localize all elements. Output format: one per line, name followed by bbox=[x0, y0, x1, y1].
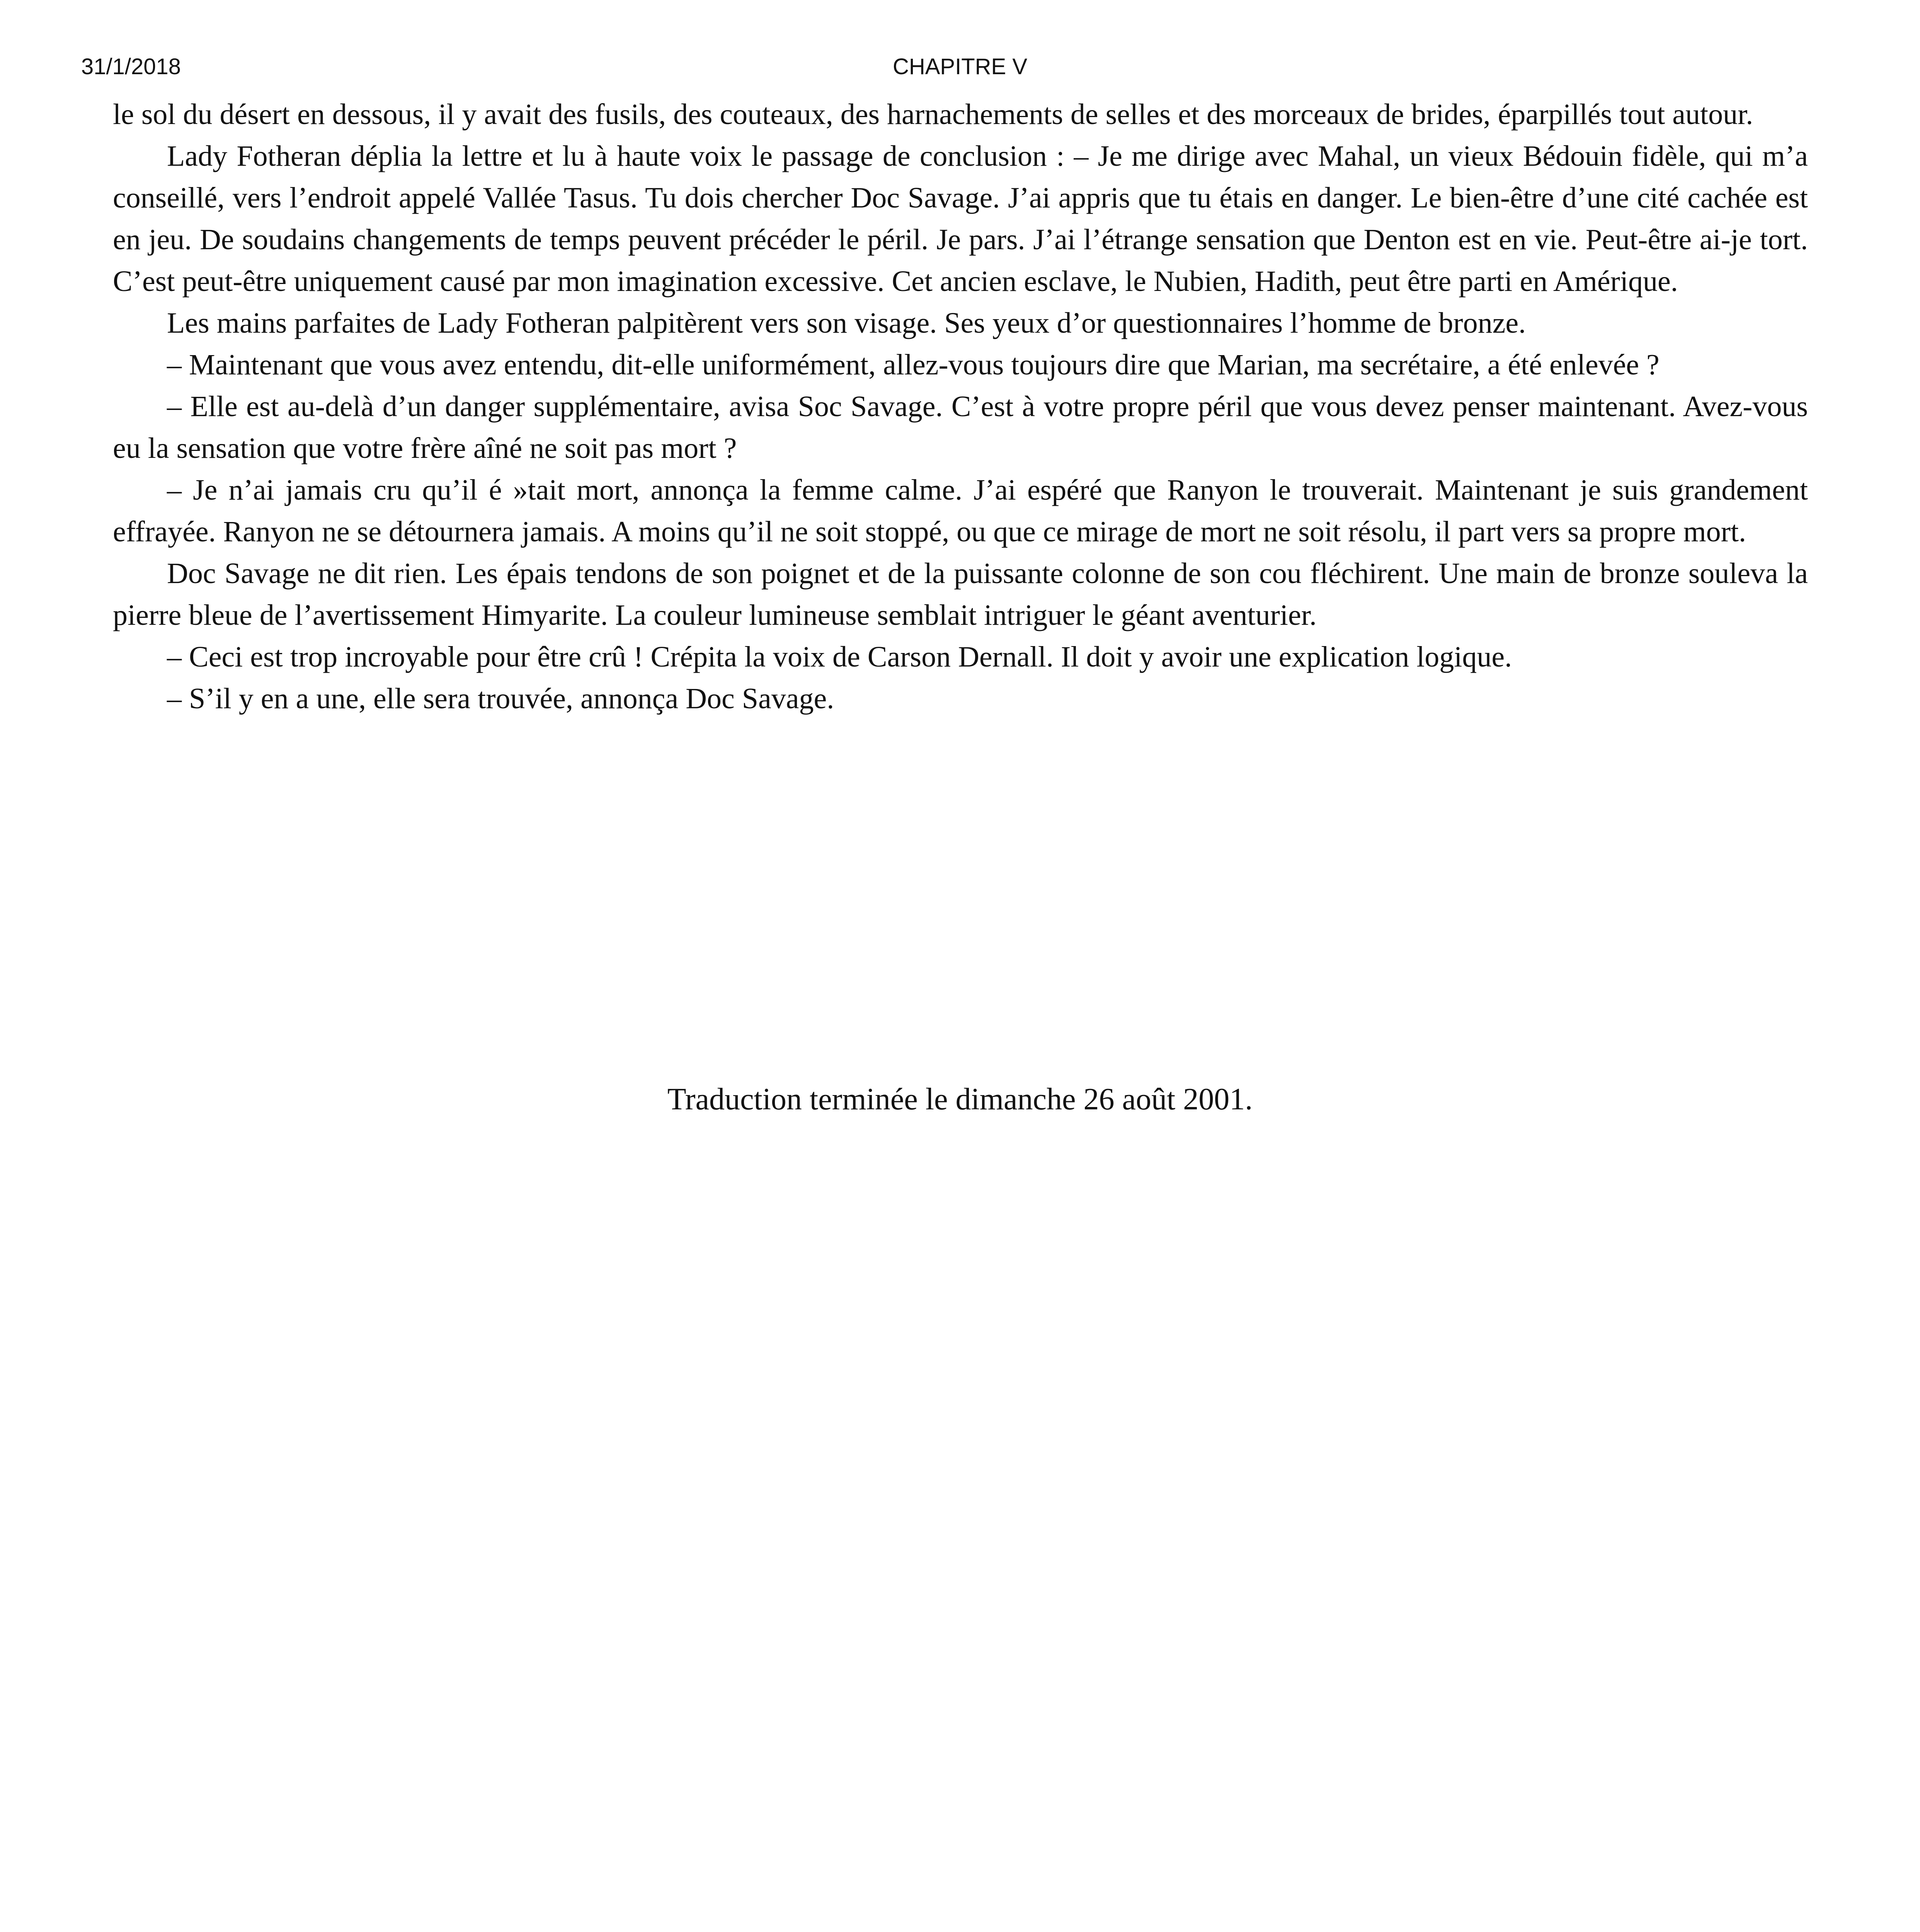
paragraph: – Elle est au-delà d’un danger supplémentaire, avisa Soc Savage. C’est à votre propre péril que vous devez penser maintenant. Avez-vous eu la sensation que votre frère aîné ne soit pas mort ? bbox=[113, 390, 1808, 464]
print-date: 31/1/2018 bbox=[81, 54, 181, 79]
paragraph: le sol du désert en dessous, il y avait des fusils, des couteaux, des harnachements de selles et des morceaux de brides, éparpillés tout autour. bbox=[113, 98, 1753, 131]
translation-note: Traduction terminée le dimanche 26 août 2001. bbox=[667, 1082, 1253, 1116]
paragraph: – S’il y en a une, elle sera trouvée, annonça Doc Savage. bbox=[167, 682, 834, 715]
paragraph: – Je n’ai jamais cru qu’il é »tait mort, annonça la femme calme. J’ai espéré que Ranyon le trouverait. Maintenant je suis grandement effrayée. Ranyon ne se détournera jamais. A moins qu’il ne soit stoppé, ou que ce mirage de mort ne soit résolu, il part vers sa propre mort. bbox=[113, 474, 1808, 548]
paragraph: – Ceci est trop incroyable pour être crû ! Crépita la voix de Carson Dernall. Il doit y avoir une explication logique. bbox=[167, 641, 1512, 673]
paragraph: Doc Savage ne dit rien. Les épais tendons de son poignet et de la puissante colonne de son cou fléchirent. Une main de bronze souleva la pierre bleue de l’avertissement Himyarite. La couleur lumineuse semblait intriguer le géant aventurier. bbox=[113, 557, 1808, 631]
paragraph: – Maintenant que vous avez entendu, dit-elle uniformément, allez-vous toujours dire que Marian, ma secrétaire, a été enlevée ? bbox=[167, 349, 1660, 381]
paragraph: Lady Fotheran déplia la lettre et lu à haute voix le passage de conclusion : – Je me dirige avec Mahal, un vieux Bédouin fidèle, qui m’a conseillé, vers l’endroit appelé Vallée Tasus. Tu dois chercher Doc Savage. J’ai appris que tu étais en danger. Le bien-être d’une cité cachée est en jeu. De soudains changements de temps peuvent précéder le péril. Je pars. J’ai l’étrange sensation que Denton est en vie. Peut-être ai-je tort. C’est peut-être uniquement causé par mon imagination excessive. Cet ancien esclave, le Nubien, Hadith, peut être parti en Amérique. bbox=[113, 140, 1808, 298]
paragraph: Les mains parfaites de Lady Fotheran palpitèrent vers son visage. Ses yeux d’or questionnaires l’homme de bronze. bbox=[167, 307, 1526, 339]
print-header bbox=[81, 49, 1839, 84]
page-title: CHAPITRE V bbox=[892, 54, 1028, 79]
chapter-text bbox=[113, 94, 1808, 719]
